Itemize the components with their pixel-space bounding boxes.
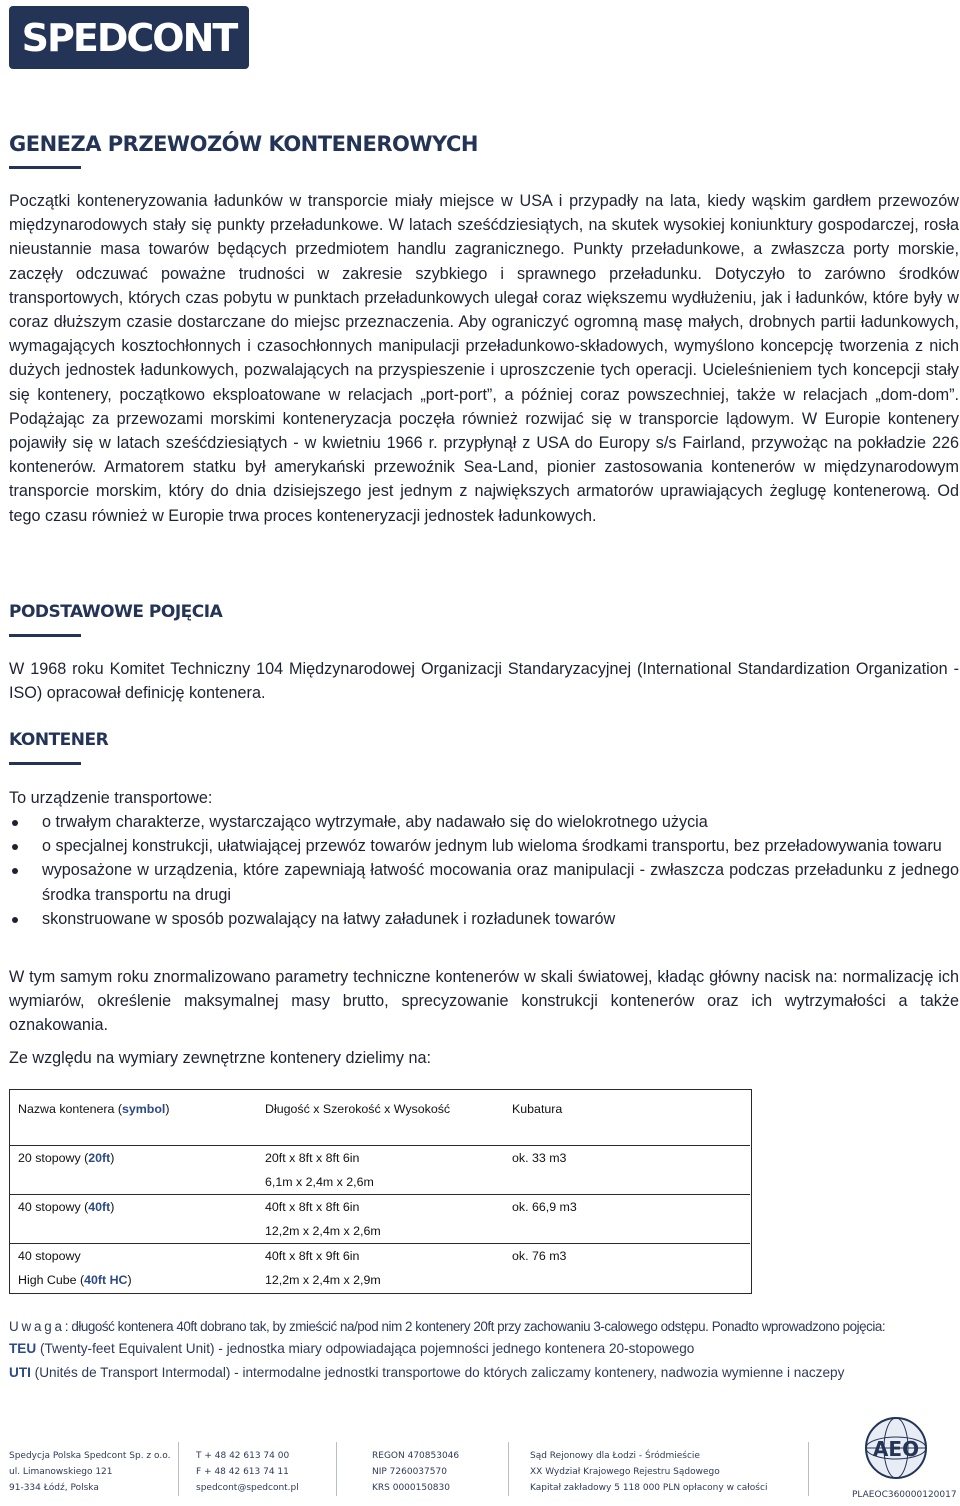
footer-divider <box>178 1442 179 1496</box>
row-volume: ok. 76 m3 <box>512 1249 567 1263</box>
footer-registry <box>372 1448 459 1496</box>
geneza-paragraph: Początki konteneryzowania ładunków w transporcie miały miejsce w USA i przypadły na lata, kiedy wąskim gardłem przewozów międzynarodowych stały się punkty przeładunkowe. W latach sześćdziesiątych, na skutek wysokiej koniunktury gospodarczej, rosła nieustannie masa towarów będących przedmiotem handlu zagranicznego. Punkty przeładunkowe, a zwłaszcza porty morskie, zaczęły odczuwać poważne trudności w zakresie szybkiego i sprawnego przeładunku. Dotyczyło to zarówno środków transportowych, których czas pobytu w punktach przeładunkowych ulegał coraz większemu wydłużeniu, jak i ładunków, które były w coraz dłuższym czasie dostarczane do miejsc przeznaczenia. Aby ograniczyć ogromną masę małych, drobnych partii ładunkowych, wymagających kosztochłonnych i czasochłonnych manipulacji przeładunkowo-składowych, wymyślono koncepcję tworzenia z nich dużych jednostek ładunkowych, pozwalających na przyspieszenie i uproszczenie tych operacji. Ucieleśnieniem tych koncepcji stały się kontenery, początkowo eksploatowane w relacjach „port-port”, a później coraz powszechniej, także w relacjach „dom-dom”. Podążając za przewozami morskimi konteneryzacja poczęła również rozwijać się w transporcie lądowym. W Europie kontenery pojawiły się w latach sześćdziesiątych - w kwietniu 1966 r. przypłynął z USA do Europy s/s Fairland, przywożąc na pokładzie 226 kontenerów. Armatorem statku był amerykański przewoźnik Sea-Land, pionier zastosowania kontenerów w międzynarodowym transporcie morskim, który do dnia dzisiejszego jest jednym z największych armatorów uprawiających żeglugę kontenerową. Od tego czasu również w Europie trwa proces konteneryzacji jednostek ładunkowych. <box>9 192 959 525</box>
bullet-item: wyposażone w urządzenia, które zapewniają łatwość mocowania oraz manipulacji - zwłaszcza podczas przeładunku z jednego środka transportu na drugi <box>9 858 959 906</box>
fax: F + 48 42 613 74 11 <box>196 1467 289 1477</box>
note-uti <box>9 1362 959 1384</box>
title-underline <box>9 634 81 637</box>
uti-abbr: UTI <box>9 1365 31 1380</box>
normalization-paragraph: W tym samym roku znormalizowano parametry techniczne kontenerów w skali światowej, kładąc główny nacisk na: normalizację ich wymiarów, określenie maksymalnej masy brutto, sprecyzowanie konstrukcji kontenerów oraz ich wytrzymałości a także oznakowania. <box>9 968 959 1035</box>
uti-text: (Unités de Transport Intermodal) - intermodalne jednostki transportowe do których zaliczamy kontenery, nadwozia wymienne i naczepy <box>30 1365 845 1380</box>
court-name: Sąd Rejonowy dla Łodzi - Śródmieście <box>530 1451 700 1461</box>
court-department: XX Wydział Krajowego Rejestru Sądowego <box>530 1467 720 1477</box>
krs: KRS 0000150830 <box>372 1483 450 1493</box>
row-dims-m: 12,2m x 2,4m x 2,9m <box>265 1273 381 1287</box>
spedcont-logo <box>9 6 249 69</box>
header-name-suffix: ) <box>165 1102 170 1116</box>
row-name-cell <box>18 1195 114 1219</box>
section-title-kontener: KONTENER <box>9 730 109 750</box>
row-name: 40 stopowy <box>18 1249 81 1263</box>
table-divider <box>10 1145 750 1146</box>
phone: T + 48 42 613 74 00 <box>196 1451 290 1461</box>
bullet-item: skonstruowane w sposób pozwalający na łatwy załadunek i rozładunek towarów <box>9 907 959 931</box>
footer-divider <box>808 1442 809 1496</box>
row-name-secondary: High Cube ( <box>18 1273 85 1287</box>
container-dimensions-table <box>9 1089 752 1294</box>
header-dims-cell: Długość x Szerokość x Wysokość <box>265 1102 451 1116</box>
row-name-close: ) <box>110 1200 115 1214</box>
row-name-cell <box>18 1146 114 1170</box>
header-name-label: Nazwa kontenera ( <box>18 1102 122 1116</box>
company-city: 91-334 Łódź, Polska <box>9 1483 99 1493</box>
teu-text: (Twenty-feet Equivalent Unit) - jednostka miary odpowiadająca pojemności jednego kontenera 20-stopowego <box>36 1341 695 1356</box>
pojecia-paragraph: W 1968 roku Komitet Techniczny 104 Międzynarodowej Organizacji Standaryzacyjnej (International Standardization Organization - ISO) opracował definicję kontenera. <box>9 660 959 703</box>
row-symbol: 20ft <box>88 1151 111 1165</box>
logo-text: SPEDCONT <box>21 15 237 60</box>
bullet-item: o trwałym charakterze, wystarczająco wytrzymałe, aby nadawało się do wielokrotnego użycia <box>9 810 959 834</box>
aeo-certificate-code: PLAEOC360000120017 <box>852 1490 957 1500</box>
company-street: ul. Limanowskiego 121 <box>9 1467 113 1477</box>
teu-abbr: TEU <box>9 1341 37 1356</box>
row-name: 20 stopowy ( <box>18 1151 89 1165</box>
row-symbol: 40ft HC <box>84 1273 128 1287</box>
row-name-cell <box>18 1268 132 1292</box>
footer-court <box>530 1448 767 1496</box>
row-dims-ft: 20ft x 8ft x 8ft 6in <box>265 1151 360 1165</box>
company-name: Spedycja Polska Spedcont Sp. z o.o. <box>9 1451 171 1461</box>
title-underline <box>9 166 81 169</box>
title-underline <box>9 762 81 765</box>
footer-company <box>9 1448 170 1496</box>
nip: NIP 7260037570 <box>372 1467 447 1477</box>
regon: REGON 470853046 <box>372 1451 460 1461</box>
email-link[interactable]: spedcont@spedcont.pl <box>196 1483 299 1493</box>
header-name-cell <box>18 1097 170 1121</box>
table-divider <box>10 1194 750 1195</box>
row-symbol: 40ft <box>88 1200 111 1214</box>
row-name: 40 stopowy ( <box>18 1200 89 1214</box>
row-dims-m: 6,1m x 2,4m x 2,6m <box>265 1175 374 1189</box>
bullet-item: o specjalnej konstrukcji, ułatwiającej przewóz towarów jednym lub wieloma środkami transportu, bez przeładowywania towaru <box>9 834 959 858</box>
kontener-bullet-list <box>9 810 959 931</box>
row-volume: ok. 33 m3 <box>512 1151 567 1165</box>
row-dims-ft: 40ft x 8ft x 9ft 6in <box>265 1249 360 1263</box>
note-uwaga: U w a g a : długość kontenera 40ft dobrano tak, by zmieścić na/pod nim 2 kontenery 20ft przy zachowaniu 3-calowego odstępu. Ponadto wprowadzono pojęcia: <box>9 1319 886 1334</box>
aeo-globe-icon <box>860 1412 932 1484</box>
section-title-pojecia: PODSTAWOWE POJĘCIA <box>9 602 223 622</box>
header-symbol-label: symbol <box>122 1102 166 1116</box>
row-dims-ft: 40ft x 8ft x 8ft 6in <box>265 1200 360 1214</box>
footer-divider <box>508 1442 509 1496</box>
row-volume: ok. 66,9 m3 <box>512 1200 577 1214</box>
table-divider <box>10 1243 750 1244</box>
row-name-close: ) <box>127 1273 132 1287</box>
share-capital: Kapitał zakładowy 5 118 000 PLN opłacony w całości <box>530 1483 768 1493</box>
row-dims-m: 12,2m x 2,4m x 2,6m <box>265 1224 381 1238</box>
row-name-close: ) <box>110 1151 115 1165</box>
footer-divider <box>336 1442 337 1496</box>
table-intro: Ze względu na wymiary zewnętrzne kontenery dzielimy na: <box>9 1049 431 1067</box>
note-teu <box>9 1338 959 1360</box>
section-title-geneza: GENEZA PRZEWOZÓW KONTENEROWYCH <box>9 132 478 156</box>
footer-contact <box>196 1448 299 1496</box>
aeo-label: AEO <box>872 1437 920 1461</box>
header-volume-cell: Kubatura <box>512 1102 563 1116</box>
kontener-intro: To urządzenie transportowe: <box>9 789 213 807</box>
